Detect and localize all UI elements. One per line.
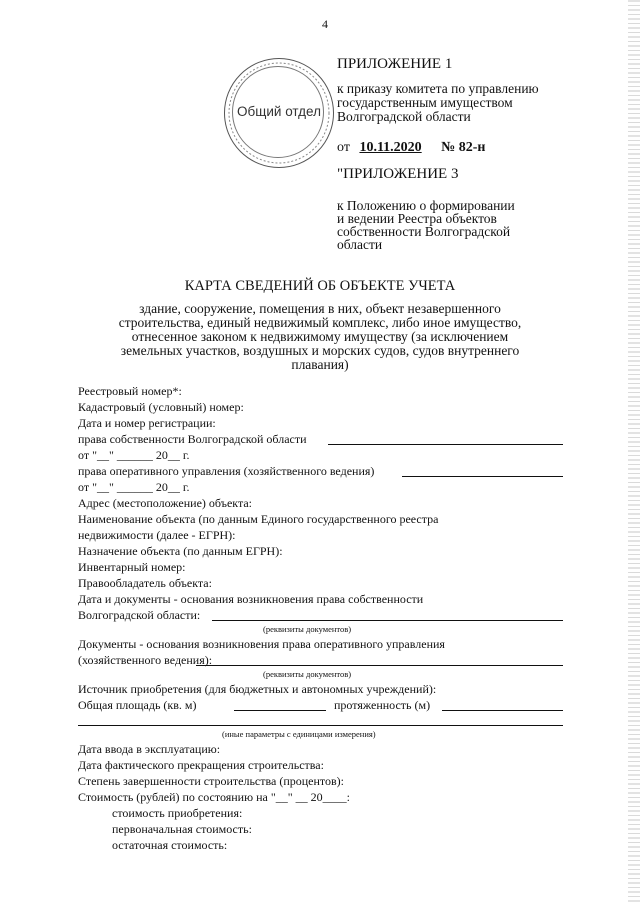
appendix1-title: ПРИЛОЖЕНИЕ 1 xyxy=(337,56,453,72)
ownership-docs-label-2: Волгоградской области: xyxy=(78,608,201,622)
construction-stop-label: Дата фактического прекращения строительства: xyxy=(78,758,324,772)
order-date: 10.11.2020 xyxy=(359,140,422,155)
rightholder-label: Правообладатель объекта: xyxy=(78,576,212,590)
appendix3-line2: и ведении Реестра объектов xyxy=(337,211,497,226)
operational-right-label: права оперативного управления (хозяйственного ведения) xyxy=(78,464,375,478)
stamp-seal xyxy=(224,58,334,168)
acquisition-source-label: Источник приобретения (для бюджетных и автономных учреждений): xyxy=(78,682,437,696)
card-subtitle-1: здание, сооружение, помещения в них, объект незавершенного xyxy=(139,301,501,316)
other-params-caption: (иные параметры с единицами измерения) xyxy=(222,729,376,739)
card-subtitle-2: строительства, единый недвижимый комплекс, либо иное имущество, xyxy=(118,315,522,330)
appendix3-line4: области xyxy=(337,237,383,252)
cost-as-of-label: Стоимость (рублей) по состоянию на "__" __ 20____: xyxy=(78,790,350,804)
order-number: № 82-н xyxy=(441,140,486,155)
appendix1-line3: Волгоградской области xyxy=(337,109,471,124)
address-label: Адрес (местоположение) объекта: xyxy=(78,496,252,510)
appendix3-line1: к Положению о формировании xyxy=(337,198,515,213)
purpose-label: Назначение объекта (по данным ЕГРН): xyxy=(78,544,283,558)
residual-cost-label: остаточная стоимость: xyxy=(112,838,228,852)
completion-degree-label: Степень завершенности строительства (процентов): xyxy=(78,774,344,788)
inventory-number-label: Инвентарный номер: xyxy=(78,560,186,574)
card-subtitle-5: плавания) xyxy=(291,357,349,372)
card-subtitle-3: отнесенное законом к недвижимому имуществу (за исключением xyxy=(131,329,509,344)
registry-number-label: Реестровый номер*: xyxy=(78,384,182,398)
ownership-right-label: права собственности Волгоградской области xyxy=(78,432,307,446)
appendix1-date-row xyxy=(337,141,485,155)
date-prefix: от xyxy=(337,140,350,155)
docs-caption-2: (реквизиты документов) xyxy=(263,669,352,679)
appendix3-line3: собственности Волгоградской xyxy=(337,224,511,239)
operational-docs-line xyxy=(196,665,563,666)
operational-docs-label-2: (хозяйственного ведения): xyxy=(78,653,213,667)
object-name-label-1: Наименование объекта (по данным Единого государственного реестра xyxy=(78,512,439,526)
docs-caption-1: (реквизиты документов) xyxy=(263,624,352,634)
page-number: 4 xyxy=(322,17,328,31)
object-name-label-2: недвижимости (далее - ЕГРН): xyxy=(78,528,236,542)
card-subtitle-4: земельных участков, воздушных и морских судов, судов внутреннего xyxy=(120,343,520,358)
ownership-docs-line xyxy=(212,620,563,621)
commissioning-date-label: Дата ввода в эксплуатацию: xyxy=(78,742,221,756)
other-params-line xyxy=(78,725,563,726)
appendix1-line1: к приказу комитета по управлению xyxy=(337,81,539,96)
total-area-line xyxy=(234,710,326,711)
operational-docs-label-1: Документы - основания возникновения права оперативного управления xyxy=(78,637,445,651)
registration-label: Дата и номер регистрации: xyxy=(78,416,216,430)
length-label: протяженность (м) xyxy=(334,698,431,712)
scan-edge-noise xyxy=(628,0,640,905)
stamp-text: Общий отдел xyxy=(237,104,321,119)
total-area-label: Общая площадь (кв. м) xyxy=(78,698,197,712)
operational-date: от "__" ______ 20__ г. xyxy=(78,480,190,494)
appendix1-line2: государственным имуществом xyxy=(337,95,513,110)
ownership-docs-label-1: Дата и документы - основания возникновения права собственности xyxy=(78,592,424,606)
card-title: КАРТА СВЕДЕНИЙ ОБ ОБЪЕКТЕ УЧЕТА xyxy=(184,278,456,294)
length-line xyxy=(442,710,563,711)
appendix3-title: "ПРИЛОЖЕНИЕ 3 xyxy=(337,166,459,182)
cadastral-number-label: Кадастровый (условный) номер: xyxy=(78,400,244,414)
operational-right-line xyxy=(402,476,563,477)
ownership-date: от "__" ______ 20__ г. xyxy=(78,448,190,462)
acquisition-cost-label: стоимость приобретения: xyxy=(112,806,243,820)
ownership-right-line xyxy=(328,444,563,445)
initial-cost-label: первоначальная стоимость: xyxy=(112,822,252,836)
